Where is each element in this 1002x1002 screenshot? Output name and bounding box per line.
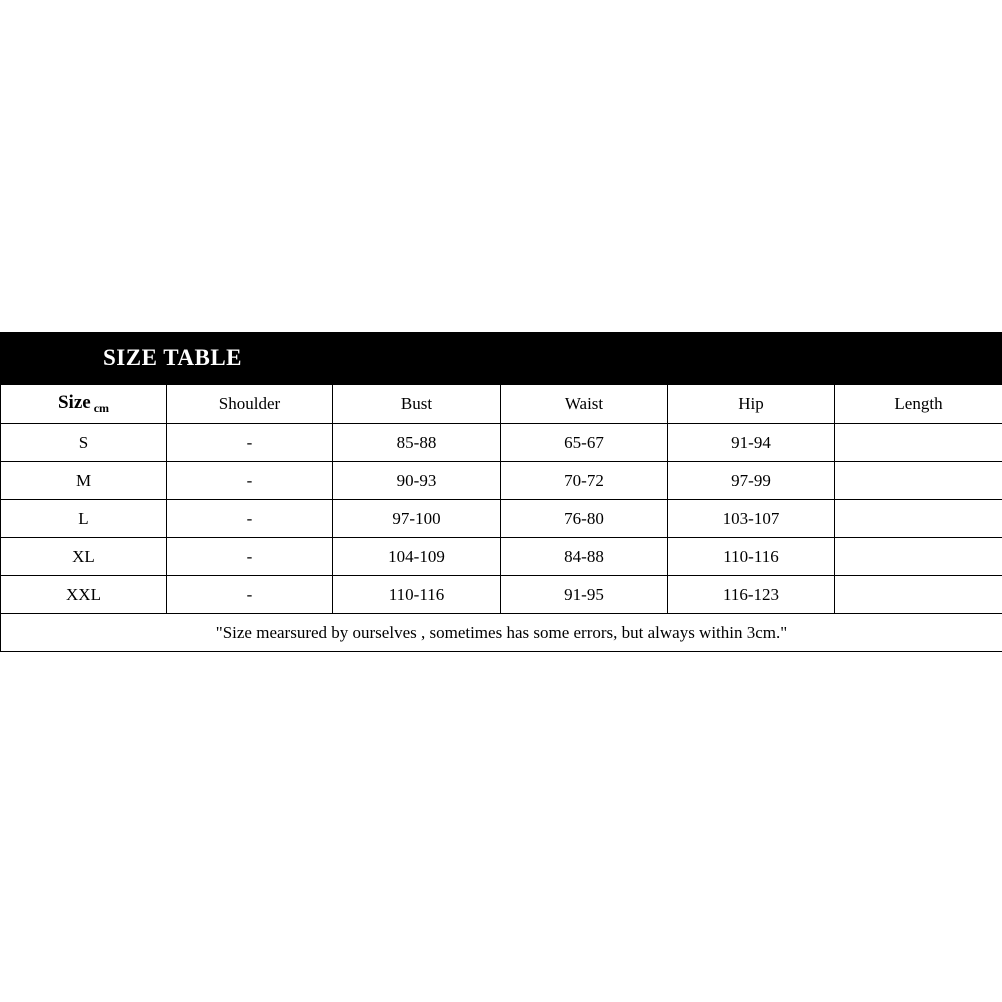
- cell-length: [835, 500, 1002, 538]
- table-note-row: [1, 614, 1002, 652]
- cell-waist: 84-88: [501, 538, 668, 576]
- column-header-size: [1, 385, 167, 424]
- column-header-bust: Bust: [333, 385, 501, 424]
- cell-length: [835, 538, 1002, 576]
- cell-bust: 97-100: [333, 500, 501, 538]
- cell-shoulder: -: [167, 500, 333, 538]
- table-row: [1, 424, 1002, 462]
- measurement-note: "Size mearsured by ourselves , sometimes has some errors, but always within 3cm.": [1, 614, 1002, 652]
- cell-size: L: [1, 500, 167, 538]
- size-chart-title: SIZE TABLE: [103, 345, 243, 370]
- cell-size: XL: [1, 538, 167, 576]
- cell-length: [835, 462, 1002, 500]
- cell-bust: 110-116: [333, 576, 501, 614]
- unit-label: cm: [93, 401, 110, 416]
- cell-shoulder: -: [167, 576, 333, 614]
- size-chart: [0, 332, 1002, 652]
- cell-bust: 85-88: [333, 424, 501, 462]
- cell-bust: 104-109: [333, 538, 501, 576]
- table-row: [1, 500, 1002, 538]
- cell-length: [835, 424, 1002, 462]
- cell-waist: 91-95: [501, 576, 668, 614]
- cell-waist: 76-80: [501, 500, 668, 538]
- cell-waist: 65-67: [501, 424, 668, 462]
- cell-size: M: [1, 462, 167, 500]
- table-row: [1, 462, 1002, 500]
- column-header-waist: Waist: [501, 385, 668, 424]
- cell-size: S: [1, 424, 167, 462]
- cell-shoulder: -: [167, 462, 333, 500]
- cell-hip: 91-94: [668, 424, 835, 462]
- cell-hip: 116-123: [668, 576, 835, 614]
- column-header-shoulder: Shoulder: [167, 385, 333, 424]
- table-header-row: [1, 385, 1002, 424]
- column-header-hip: Hip: [668, 385, 835, 424]
- table-row: [1, 538, 1002, 576]
- size-chart-header: [0, 332, 1002, 384]
- cell-hip: 110-116: [668, 538, 835, 576]
- column-header-length: Length: [835, 385, 1002, 424]
- cell-hip: 103-107: [668, 500, 835, 538]
- cell-shoulder: -: [167, 424, 333, 462]
- table-row: [1, 576, 1002, 614]
- size-table: [0, 384, 1002, 652]
- cell-bust: 90-93: [333, 462, 501, 500]
- cell-length: [835, 576, 1002, 614]
- cell-waist: 70-72: [501, 462, 668, 500]
- column-header-size-label: Size: [57, 391, 91, 413]
- cell-size: XXL: [1, 576, 167, 614]
- cell-shoulder: -: [167, 538, 333, 576]
- cell-hip: 97-99: [668, 462, 835, 500]
